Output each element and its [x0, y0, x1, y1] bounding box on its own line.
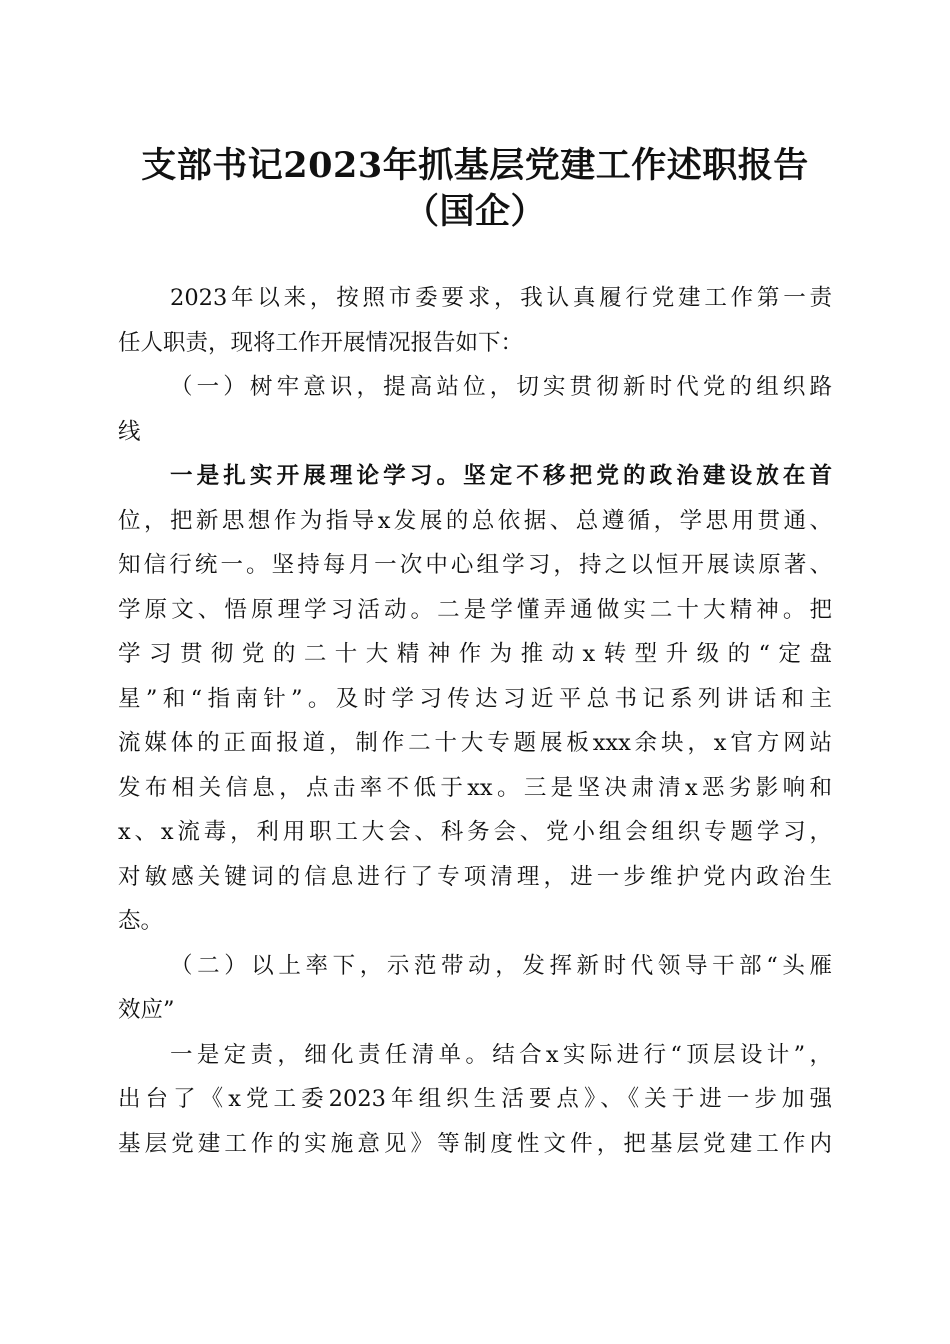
- paragraph-2-line-2: 出台了《x党工委2023年组织生活要点》、《关于进一步加强: [118, 1086, 832, 1112]
- paragraph-1-line-1: [118, 454, 832, 499]
- paragraph-1-line-9: x、x流毒，利用职工大会、科务会、党小组会组织专题学习，: [118, 819, 832, 845]
- paragraph-1-line-4: 学原文、悟原理学习活动。二是学懂弄通做实二十大精神。把: [118, 596, 832, 623]
- paragraph-2-line-1: 一是定责，细化责任清单。结合x实际进行“顶层设计”，: [170, 1041, 832, 1068]
- paragraph-1-line-1-text: 一是扎实开展理论学习。坚定不移把党的政治建设放在首: [170, 463, 832, 489]
- paragraph-1-line-5: 学习贯彻党的二十大精神作为推动x转型升级的“定盘: [118, 641, 832, 667]
- paragraph-1-line-7: 流媒体的正面报道，制作二十大专题展板xxx余块，x官方网站: [118, 730, 832, 756]
- document-title-line-2: （国企）: [403, 191, 546, 232]
- paragraph-1-line-11: 态。: [118, 908, 164, 934]
- document-title-line-1: 支部书记2023年抓基层党建工作述职报告: [141, 145, 809, 186]
- paragraph-1-line-2: 位，把新思想作为指导x发展的总依据、总遵循，学思用贯通、: [118, 507, 832, 534]
- paragraph-1-line-3: 知信行统一。坚持每月一次中心组学习，持之以恒开展读原著、: [118, 552, 832, 578]
- document-body: [118, 276, 832, 1166]
- paragraph-1-line-8: 发布相关信息，点击率不低于xx。三是坚决肃清x恶劣影响和: [118, 774, 832, 801]
- section-heading-1-line-1: （一）树牢意识，提高站位，切实贯彻新时代党的组织路: [170, 374, 832, 400]
- section-heading-1-line-2: 线: [118, 418, 141, 445]
- paragraph-intro-line-2: 任人职责，现将工作开展情况报告如下：: [118, 329, 524, 356]
- paragraph-1-line-10: 对敏感关键词的信息进行了专项清理，进一步维护党内政治生: [118, 863, 832, 890]
- section-heading-2-line-1: （二）以上率下，示范带动，发挥新时代领导干部“头雁: [170, 952, 832, 979]
- paragraph-intro-line-1: 2023年以来，按照市委要求，我认真履行党建工作第一责: [170, 285, 832, 311]
- paragraph-1-line-6: 星”和“指南针”。及时学习传达习近平总书记系列讲话和主: [118, 685, 832, 712]
- section-heading-2-line-2: 效应”: [118, 997, 175, 1023]
- paragraph-2-line-3: 基层党建工作的实施意见》等制度性文件，把基层党建工作内: [118, 1130, 832, 1157]
